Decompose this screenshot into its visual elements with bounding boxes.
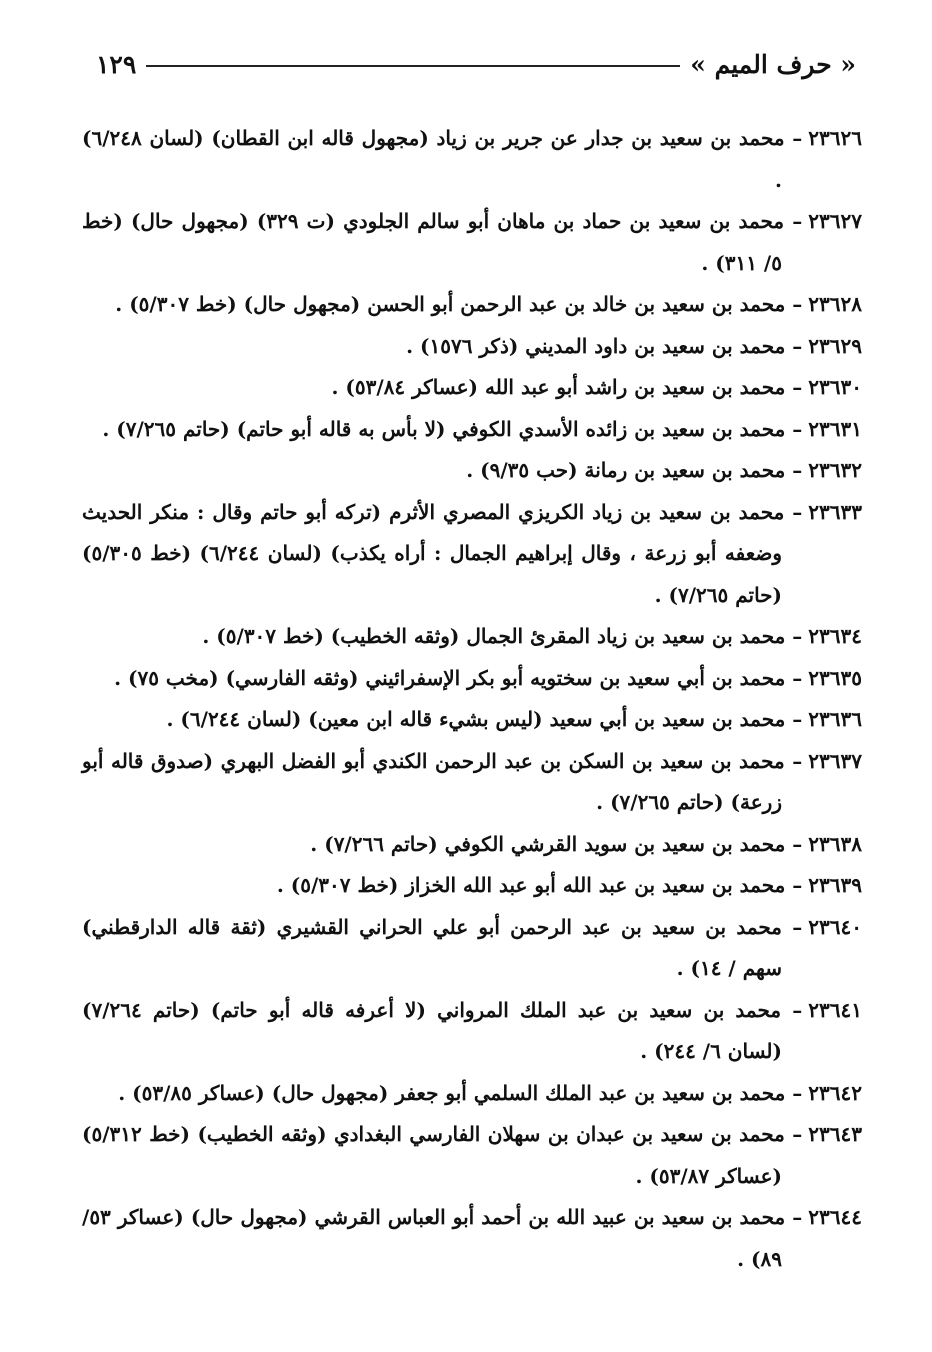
entry — [82, 616, 862, 658]
page-header — [96, 44, 856, 84]
entry-number: ٢٣٦٤١ — [808, 997, 862, 1022]
entry — [82, 367, 862, 409]
entry — [82, 326, 862, 368]
entry — [82, 1114, 862, 1197]
entry-number: ٢٣٦٤٣ — [808, 1122, 862, 1146]
entry — [82, 118, 862, 201]
entry — [82, 907, 862, 990]
entry-list — [82, 118, 862, 1280]
entry-number: ٢٣٦٣٧ — [808, 748, 862, 773]
entry-text: – محمد بن سعيد بن حماد بن ماهان أبو سالم الجلودي (ت ٣٢٩) (مجهول حال) (خط ٥/ ٣١١) . — [82, 209, 803, 275]
entry — [82, 1073, 862, 1115]
entry-text: – محمد بن سعيد بن أبي سعيد (ليس بشيء قاله ابن معين) (لسان ٦/٢٤٤) . — [166, 707, 803, 731]
entry-number: ٢٣٦٣٥ — [808, 665, 862, 690]
entry — [82, 699, 862, 741]
entry-number: ٢٣٦٢٦ — [808, 126, 862, 150]
entry-text: – محمد بن سعيد بن عبد الرحمن أبو علي الحراني القشيري (ثقة قاله الدارقطني) سهم / ١٤) . — [82, 914, 803, 980]
entry-text: – محمد بن سعيد بن جدار عن جرير بن زياد (مجهول قاله ابن القطان) (لسان ٦/٢٤٨) . — [82, 126, 803, 192]
entry-text: – محمد بن سعيد بن داود المديني (ذكر ١٥٧٦) . — [406, 333, 803, 358]
entry-text: – محمد بن سعيد بن عبد الله أبو عبد الله الخزاز (خط ٥/٣٠٧) . — [276, 873, 803, 897]
chapter-title: « حرف الميم » — [690, 49, 856, 79]
entry — [82, 409, 862, 451]
entry — [82, 658, 862, 700]
entry-text: – محمد بن سعيد بن عبد الملك المرواني (لا أعرفه قاله أبو حاتم) (حاتم ٧/٢٦٤) (لسان ٦/ ٢٤٤) . — [82, 997, 803, 1063]
entry-text: – محمد بن سعيد بن السكن بن عبد الرحمن الكندي أبو الفضل البهري (صدوق قاله أبو زرعة) (حاتم ٧/٢٦٥) . — [82, 748, 803, 814]
entry — [82, 1197, 862, 1280]
entry — [82, 741, 862, 824]
entry-text: – محمد بن سعيد بن سويد القرشي الكوفي (حاتم ٧/٢٦٦) . — [310, 831, 803, 856]
header-rule — [146, 65, 680, 67]
entry-text: – محمد بن أبي سعيد بن سختويه أبو بكر الإسفرائيني (وثقه الفارسي) (مخب ٧٥) . — [114, 665, 803, 690]
entry-text: – محمد بن سعيد بن عبد الملك السلمي أبو جعفر (مجهول حال) (عساكر ٥٣/٨٥) . — [118, 1080, 803, 1105]
entry-text: – محمد بن سعيد بن زائده الأسدي الكوفي (لا بأس به قاله أبو حاتم) (حاتم ٧/٢٦٥) . — [102, 416, 803, 441]
entry-number: ٢٣٦٣٠ — [808, 375, 862, 399]
entry-number: ٢٣٦٢٨ — [808, 292, 862, 316]
entry-number: ٢٣٦٣٢ — [808, 458, 862, 482]
entry-number: ٢٣٦٣٩ — [808, 873, 862, 897]
entry-number: ٢٣٦٣٦ — [808, 707, 862, 731]
entry — [82, 492, 862, 617]
entry-text: – محمد بن سعيد بن عبدان بن سهلان الفارسي البغدادي (وثقه الخطيب) (خط ٥/٣١٢) (عساكر ٥٣/٨٧) . — [82, 1122, 803, 1188]
entry-text: – محمد بن سعيد بن خالد بن عبد الرحمن أبو الحسن (مجهول حال) (خط ٥/٣٠٧) . — [115, 292, 803, 316]
entry-text: – محمد بن سعيد بن عبيد الله بن أحمد أبو العباس القرشي (مجهول حال) (عساكر ٥٣/ ٨٩) . — [82, 1205, 803, 1271]
entry — [82, 865, 862, 907]
entry-number: ٢٣٦٣٤ — [808, 624, 862, 648]
entry-text: – محمد بن سعيد بن زياد المقرئ الجمال (وثقه الخطيب) (خط ٥/٣٠٧) . — [202, 624, 803, 648]
page-number: ١٢٩ — [96, 49, 137, 79]
entry — [82, 284, 862, 326]
entry-number: ٢٣٦٢٧ — [808, 209, 862, 233]
entry — [82, 201, 862, 284]
entry-number: ٢٣٦٢٩ — [808, 333, 862, 358]
entry-text: – محمد بن سعيد بن رمانة (حب ٩/٣٥) . — [466, 458, 803, 482]
entry-text: – محمد بن سعيد بن راشد أبو عبد الله (عساكر ٥٣/٨٤) . — [331, 375, 803, 399]
entry — [82, 824, 862, 866]
entry-number: ٢٣٦٤٢ — [808, 1080, 862, 1105]
entry-number: ٢٣٦٤٠ — [808, 914, 863, 939]
entry-number: ٢٣٦٤٤ — [808, 1205, 862, 1229]
entry-text: – محمد بن سعيد بن زياد الكريزي المصري الأثرم (تركه أبو حاتم وقال : منكر الحديث وضعفه أبو زرعة ، وقال إبراهيم الجمال : أراه يكذب) (لسان ٦/٢٤٤) (خط ٥/٣٠٥) (حاتم ٧/٢٦٥) . — [82, 499, 803, 607]
entry-number: ٢٣٦٣١ — [808, 416, 862, 441]
entry-number: ٢٣٦٣٨ — [808, 831, 862, 856]
entry — [82, 450, 862, 492]
entry — [82, 990, 862, 1073]
entry-number: ٢٣٦٣٣ — [808, 499, 862, 524]
